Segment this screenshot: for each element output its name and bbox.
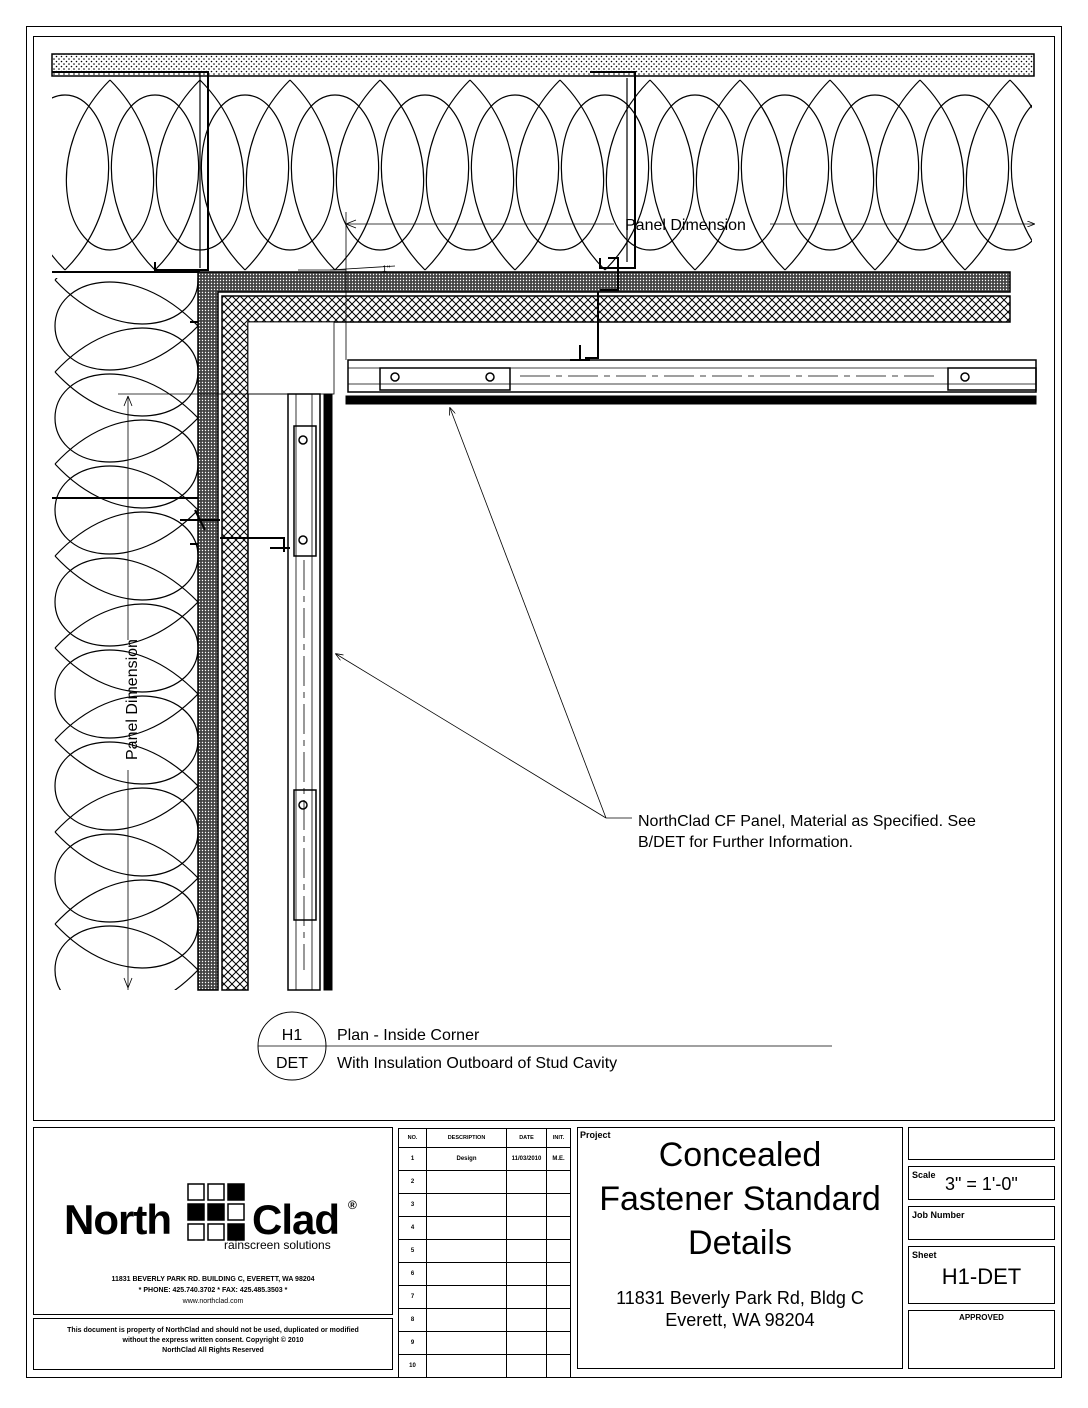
disclaimer-line1: This document is property of NorthClad and should not be used, duplicated or modified — [67, 1327, 359, 1334]
rev-no: 7 — [399, 1286, 427, 1309]
rev-init — [547, 1286, 571, 1309]
insulation-loop — [55, 558, 198, 646]
project-address-line2: Everett, WA 98204 — [665, 1310, 815, 1330]
insulation-loop — [55, 374, 198, 462]
insulation-loop — [426, 80, 513, 250]
insulation-loop — [201, 95, 288, 270]
dim-vertical-label: Panel Dimension — [124, 639, 141, 760]
logo-right-text: Clad — [252, 1196, 340, 1243]
callout-line2: B/DET for Further Information. — [638, 834, 853, 851]
insulation-loop — [741, 95, 828, 270]
insulation-loop — [291, 95, 378, 270]
job-number-label: Job Number — [912, 1210, 965, 1220]
insulation-loop — [33, 95, 109, 270]
project-title-line3: Details — [688, 1224, 792, 1262]
rev-no: 4 — [399, 1217, 427, 1240]
detail-subtitle: With Insulation Outboard of Stud Cavity — [337, 1055, 618, 1072]
rev-init — [547, 1194, 571, 1217]
rev-date — [507, 1355, 547, 1378]
table-row — [399, 1286, 571, 1309]
table-row — [399, 1217, 571, 1240]
rev-date — [507, 1309, 547, 1332]
rev-init — [547, 1217, 571, 1240]
rev-init — [547, 1309, 571, 1332]
table-row — [399, 1148, 571, 1171]
rev-date — [507, 1240, 547, 1263]
dim-horizontal-label: Panel Dimension — [625, 217, 746, 234]
rev-date — [507, 1194, 547, 1217]
sheet-label: Sheet — [912, 1250, 937, 1260]
rev-desc — [427, 1309, 507, 1332]
project-address-line1: 11831 Beverly Park Rd, Bldg C — [616, 1288, 864, 1308]
approved-label: APPROVED — [959, 1313, 1004, 1322]
rev-header-date: DATE — [507, 1129, 547, 1148]
rev-no: 9 — [399, 1332, 427, 1355]
insulation-loop — [471, 95, 558, 270]
insulation-loop — [651, 95, 738, 270]
callout-line1: NorthClad CF Panel, Material as Specified. See — [638, 813, 976, 830]
company-phone: * PHONE: 425.740.3702 * FAX: 425.485.3503 * — [138, 1287, 288, 1294]
insulation-loop — [55, 512, 198, 600]
rev-date — [507, 1263, 547, 1286]
table-row — [399, 1194, 571, 1217]
rev-header-no: NO. — [399, 1129, 427, 1148]
insulation-loop — [876, 80, 963, 250]
rev-header-description: DESCRIPTION — [427, 1129, 507, 1148]
rev-desc — [427, 1194, 507, 1217]
rev-desc — [427, 1171, 507, 1194]
rev-no: 3 — [399, 1194, 427, 1217]
project-label: Project — [580, 1130, 611, 1140]
rev-init — [547, 1240, 571, 1263]
rev-init — [547, 1171, 571, 1194]
rev-no: 8 — [399, 1309, 427, 1332]
table-row — [399, 1171, 571, 1194]
insulation-loop — [966, 80, 1053, 250]
insulation-loop — [786, 80, 873, 250]
rev-no: 10 — [399, 1355, 427, 1378]
insulation-loop — [1011, 95, 1055, 270]
rev-desc — [427, 1240, 507, 1263]
rev-no: 2 — [399, 1171, 427, 1194]
project-title-line1: Concealed — [658, 1136, 822, 1174]
detail-title: Plan - Inside Corner — [337, 1027, 480, 1044]
disclaimer-block — [33, 1318, 393, 1370]
company-website: www.northclad.com — [182, 1298, 244, 1305]
insulation-loop — [55, 236, 198, 324]
rev-init — [547, 1263, 571, 1286]
insulation-loop — [55, 926, 198, 1014]
insulation-loop — [66, 80, 153, 250]
insulation-loop — [246, 80, 333, 250]
table-row — [399, 1263, 571, 1286]
disclaimer-line3: NorthClad All Rights Reserved — [162, 1347, 264, 1354]
disclaimer-line2: without the express written consent. Copyright © 2010 — [122, 1337, 304, 1344]
insulation-loop — [336, 80, 423, 250]
sheet-value: H1-DET — [941, 1264, 1022, 1289]
rev-date: 11/03/2010 — [507, 1148, 547, 1171]
detail-drawing — [33, 36, 1055, 1121]
company-address: 11831 BEVERLY PARK RD. BUILDING C, EVERETT, WA 98204 — [111, 1276, 315, 1283]
rev-no: 1 — [399, 1148, 427, 1171]
northclad-logo — [64, 1182, 364, 1252]
insulation-loop — [55, 834, 198, 922]
rev-date — [507, 1332, 547, 1355]
rev-date — [507, 1286, 547, 1309]
insulation-loop — [55, 328, 198, 416]
logo-tagline: rainscreen solutions — [224, 1238, 331, 1252]
rev-desc: Design — [427, 1148, 507, 1171]
insulation-loop — [381, 95, 468, 270]
insulation-loop — [55, 788, 198, 876]
table-row — [399, 1240, 571, 1263]
rev-desc — [427, 1217, 507, 1240]
rev-desc — [427, 1286, 507, 1309]
insulation-loop — [111, 95, 198, 270]
insulation-loop — [55, 880, 198, 968]
insulation-loop — [921, 95, 1008, 270]
project-title-line2: Fastener Standard — [599, 1180, 881, 1218]
rev-desc — [427, 1332, 507, 1355]
rev-init: M.E. — [547, 1148, 571, 1171]
rev-no: 6 — [399, 1263, 427, 1286]
blank-box — [908, 1127, 1055, 1160]
insulation-loop — [516, 80, 603, 250]
detail-sheet: DET — [276, 1055, 308, 1072]
rev-desc — [427, 1355, 507, 1378]
stud-top-left — [52, 72, 208, 270]
revision-header-row — [399, 1129, 571, 1148]
logo-left-text: North — [64, 1196, 171, 1243]
table-row — [399, 1309, 571, 1332]
rev-header-init: INIT. — [547, 1129, 571, 1148]
rev-init — [547, 1332, 571, 1355]
rev-desc — [427, 1263, 507, 1286]
revision-table — [398, 1128, 571, 1378]
stud-top-right — [590, 72, 635, 268]
logo-registered-mark: ® — [348, 1198, 357, 1212]
rev-no: 5 — [399, 1240, 427, 1263]
rev-init — [547, 1355, 571, 1378]
dim-small-label: 1" — [382, 264, 391, 274]
table-row — [399, 1332, 571, 1355]
rev-date — [507, 1217, 547, 1240]
insulation-loop — [55, 420, 198, 508]
scale-value: 3" = 1'-0" — [945, 1174, 1018, 1194]
insulation-loop — [831, 95, 918, 270]
left-insulation — [55, 236, 198, 1014]
insulation-loop — [55, 282, 198, 370]
logo-grid-icon — [186, 1182, 248, 1244]
detail-id: H1 — [281, 1027, 303, 1044]
insulation-loop — [55, 466, 198, 554]
table-row — [399, 1355, 571, 1378]
rev-date — [507, 1171, 547, 1194]
top-insulation — [33, 80, 1055, 270]
scale-label: Scale — [912, 1170, 936, 1180]
